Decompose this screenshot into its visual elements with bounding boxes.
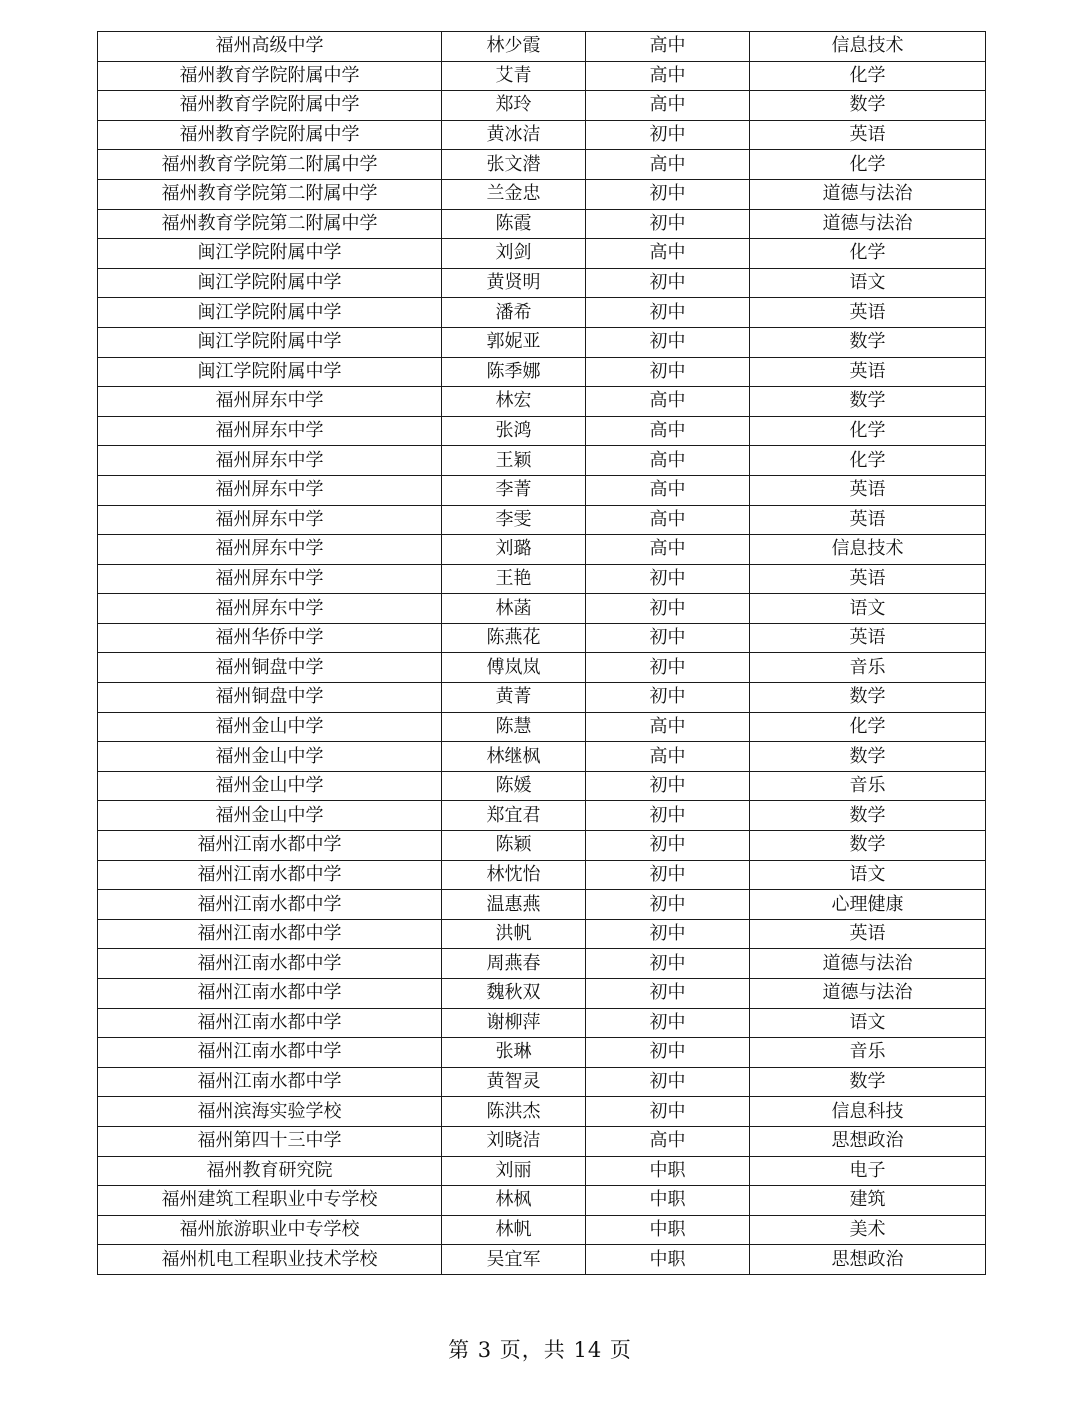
subject-cell: 电子 <box>750 1156 986 1186</box>
table-row <box>98 357 986 387</box>
school-cell: 福州建筑工程职业中专学校 <box>98 1186 442 1216</box>
school-cell: 福州铜盘中学 <box>98 683 442 713</box>
school-level-cell: 高中 <box>586 742 750 772</box>
school-level-cell: 高中 <box>586 712 750 742</box>
school-level-cell: 初中 <box>586 1067 750 1097</box>
school-level-cell: 初中 <box>586 801 750 831</box>
teacher-name-cell: 陈颖 <box>442 831 586 861</box>
teacher-name-cell: 黄贤明 <box>442 268 586 298</box>
school-level-cell: 初中 <box>586 120 750 150</box>
school-level-cell: 初中 <box>586 594 750 624</box>
school-cell: 福州江南水都中学 <box>98 1038 442 1068</box>
school-level-cell: 初中 <box>586 623 750 653</box>
subject-cell: 英语 <box>750 120 986 150</box>
school-level-cell: 初中 <box>586 268 750 298</box>
table-row <box>98 742 986 772</box>
school-level-cell: 初中 <box>586 890 750 920</box>
school-cell: 福州教育学院第二附属中学 <box>98 179 442 209</box>
subject-cell: 道德与法治 <box>750 179 986 209</box>
school-cell: 福州教育学院附属中学 <box>98 61 442 91</box>
table-row <box>98 416 986 446</box>
school-cell: 福州屏东中学 <box>98 594 442 624</box>
school-cell: 福州高级中学 <box>98 32 442 62</box>
school-cell: 福州教育学院附属中学 <box>98 120 442 150</box>
table-row <box>98 1215 986 1245</box>
school-cell: 福州江南水都中学 <box>98 919 442 949</box>
school-cell: 闽江学院附属中学 <box>98 298 442 328</box>
school-cell: 福州江南水都中学 <box>98 979 442 1009</box>
teacher-name-cell: 张鸿 <box>442 416 586 446</box>
teacher-name-cell: 潘希 <box>442 298 586 328</box>
school-cell: 福州屏东中学 <box>98 387 442 417</box>
table-row <box>98 1245 986 1275</box>
school-cell: 福州滨海实验学校 <box>98 1097 442 1127</box>
subject-cell: 英语 <box>750 564 986 594</box>
teacher-name-cell: 张文潜 <box>442 150 586 180</box>
teacher-name-cell: 陈季娜 <box>442 357 586 387</box>
subject-cell: 数学 <box>750 1067 986 1097</box>
table-row <box>98 120 986 150</box>
teacher-name-cell: 温惠燕 <box>442 890 586 920</box>
school-level-cell: 初中 <box>586 298 750 328</box>
table-row <box>98 475 986 505</box>
teacher-name-cell: 刘晓洁 <box>442 1126 586 1156</box>
table-row <box>98 535 986 565</box>
teacher-name-cell: 魏秋双 <box>442 979 586 1009</box>
school-level-cell: 初中 <box>586 949 750 979</box>
subject-cell: 化学 <box>750 416 986 446</box>
subject-cell: 数学 <box>750 327 986 357</box>
school-cell: 福州华侨中学 <box>98 623 442 653</box>
teacher-name-cell: 黄冰洁 <box>442 120 586 150</box>
school-level-cell: 初中 <box>586 683 750 713</box>
school-cell: 福州江南水都中学 <box>98 890 442 920</box>
school-level-cell: 高中 <box>586 32 750 62</box>
school-level-cell: 中职 <box>586 1186 750 1216</box>
roster-sheet <box>97 31 985 1275</box>
table-row <box>98 150 986 180</box>
school-cell: 福州教育学院第二附属中学 <box>98 150 442 180</box>
school-cell: 福州机电工程职业技术学校 <box>98 1245 442 1275</box>
teacher-name-cell: 郭妮亚 <box>442 327 586 357</box>
subject-cell: 音乐 <box>750 653 986 683</box>
school-cell: 福州屏东中学 <box>98 535 442 565</box>
subject-cell: 建筑 <box>750 1186 986 1216</box>
school-cell: 福州江南水都中学 <box>98 1008 442 1038</box>
school-level-cell: 高中 <box>586 387 750 417</box>
roster-table-body <box>98 32 986 1275</box>
subject-cell: 语文 <box>750 860 986 890</box>
table-row <box>98 1156 986 1186</box>
table-row <box>98 919 986 949</box>
subject-cell: 化学 <box>750 446 986 476</box>
school-cell: 福州江南水都中学 <box>98 860 442 890</box>
table-row <box>98 623 986 653</box>
table-row <box>98 446 986 476</box>
subject-cell: 道德与法治 <box>750 979 986 1009</box>
teacher-roster-table <box>97 31 986 1275</box>
table-row <box>98 268 986 298</box>
school-cell: 闽江学院附属中学 <box>98 239 442 269</box>
table-row <box>98 801 986 831</box>
teacher-name-cell: 王艳 <box>442 564 586 594</box>
school-level-cell: 中职 <box>586 1245 750 1275</box>
school-cell: 福州江南水都中学 <box>98 949 442 979</box>
subject-cell: 美术 <box>750 1215 986 1245</box>
teacher-name-cell: 傅岚岚 <box>442 653 586 683</box>
school-level-cell: 初中 <box>586 1038 750 1068</box>
teacher-name-cell: 刘璐 <box>442 535 586 565</box>
teacher-name-cell: 李菁 <box>442 475 586 505</box>
school-cell: 福州教育学院附属中学 <box>98 91 442 121</box>
table-row <box>98 179 986 209</box>
school-level-cell: 高中 <box>586 475 750 505</box>
school-level-cell: 初中 <box>586 831 750 861</box>
table-row <box>98 594 986 624</box>
school-level-cell: 初中 <box>586 653 750 683</box>
school-cell: 福州屏东中学 <box>98 446 442 476</box>
subject-cell: 信息技术 <box>750 32 986 62</box>
table-row <box>98 1008 986 1038</box>
teacher-name-cell: 兰金忠 <box>442 179 586 209</box>
table-row <box>98 712 986 742</box>
table-row <box>98 890 986 920</box>
table-row <box>98 209 986 239</box>
school-level-cell: 初中 <box>586 771 750 801</box>
school-level-cell: 初中 <box>586 564 750 594</box>
school-level-cell: 初中 <box>586 209 750 239</box>
school-level-cell: 高中 <box>586 416 750 446</box>
table-row <box>98 1126 986 1156</box>
subject-cell: 英语 <box>750 475 986 505</box>
subject-cell: 数学 <box>750 801 986 831</box>
subject-cell: 数学 <box>750 742 986 772</box>
teacher-name-cell: 林少霞 <box>442 32 586 62</box>
table-row <box>98 61 986 91</box>
table-row <box>98 564 986 594</box>
school-cell: 福州金山中学 <box>98 771 442 801</box>
table-row <box>98 1097 986 1127</box>
teacher-name-cell: 周燕春 <box>442 949 586 979</box>
school-cell: 福州金山中学 <box>98 742 442 772</box>
teacher-name-cell: 李雯 <box>442 505 586 535</box>
subject-cell: 道德与法治 <box>750 209 986 239</box>
table-row <box>98 771 986 801</box>
table-row <box>98 327 986 357</box>
school-level-cell: 初中 <box>586 1008 750 1038</box>
subject-cell: 英语 <box>750 357 986 387</box>
school-cell: 闽江学院附属中学 <box>98 357 442 387</box>
teacher-name-cell: 张琳 <box>442 1038 586 1068</box>
table-row <box>98 1038 986 1068</box>
subject-cell: 英语 <box>750 298 986 328</box>
teacher-name-cell: 艾青 <box>442 61 586 91</box>
school-cell: 福州旅游职业中专学校 <box>98 1215 442 1245</box>
school-cell: 闽江学院附属中学 <box>98 268 442 298</box>
teacher-name-cell: 林忱怡 <box>442 860 586 890</box>
table-row <box>98 505 986 535</box>
subject-cell: 信息科技 <box>750 1097 986 1127</box>
teacher-name-cell: 郑宜君 <box>442 801 586 831</box>
school-level-cell: 初中 <box>586 1097 750 1127</box>
school-level-cell: 高中 <box>586 535 750 565</box>
school-cell: 福州屏东中学 <box>98 505 442 535</box>
subject-cell: 化学 <box>750 150 986 180</box>
school-level-cell: 中职 <box>586 1215 750 1245</box>
subject-cell: 化学 <box>750 239 986 269</box>
teacher-name-cell: 林宏 <box>442 387 586 417</box>
school-cell: 福州铜盘中学 <box>98 653 442 683</box>
teacher-name-cell: 陈洪杰 <box>442 1097 586 1127</box>
subject-cell: 数学 <box>750 683 986 713</box>
subject-cell: 音乐 <box>750 771 986 801</box>
subject-cell: 心理健康 <box>750 890 986 920</box>
teacher-name-cell: 林继枫 <box>442 742 586 772</box>
subject-cell: 思想政治 <box>750 1126 986 1156</box>
teacher-name-cell: 郑玲 <box>442 91 586 121</box>
subject-cell: 思想政治 <box>750 1245 986 1275</box>
school-cell: 福州屏东中学 <box>98 416 442 446</box>
teacher-name-cell: 刘丽 <box>442 1156 586 1186</box>
school-level-cell: 高中 <box>586 239 750 269</box>
school-cell: 福州金山中学 <box>98 801 442 831</box>
teacher-name-cell: 黄菁 <box>442 683 586 713</box>
subject-cell: 语文 <box>750 1008 986 1038</box>
teacher-name-cell: 黄智灵 <box>442 1067 586 1097</box>
school-level-cell: 初中 <box>586 979 750 1009</box>
subject-cell: 英语 <box>750 919 986 949</box>
school-cell: 福州江南水都中学 <box>98 831 442 861</box>
school-cell: 福州屏东中学 <box>98 475 442 505</box>
table-row <box>98 683 986 713</box>
school-level-cell: 初中 <box>586 327 750 357</box>
subject-cell: 音乐 <box>750 1038 986 1068</box>
subject-cell: 道德与法治 <box>750 949 986 979</box>
school-cell: 福州金山中学 <box>98 712 442 742</box>
teacher-name-cell: 王颖 <box>442 446 586 476</box>
table-row <box>98 239 986 269</box>
school-level-cell: 高中 <box>586 1126 750 1156</box>
school-level-cell: 初中 <box>586 179 750 209</box>
school-cell: 福州教育研究院 <box>98 1156 442 1186</box>
school-level-cell: 高中 <box>586 150 750 180</box>
school-level-cell: 高中 <box>586 505 750 535</box>
teacher-name-cell: 谢柳萍 <box>442 1008 586 1038</box>
school-cell: 福州屏东中学 <box>98 564 442 594</box>
subject-cell: 语文 <box>750 594 986 624</box>
page-number-footer: 第 3 页，共 14 页 <box>448 1338 632 1362</box>
school-level-cell: 高中 <box>586 446 750 476</box>
subject-cell: 数学 <box>750 387 986 417</box>
subject-cell: 数学 <box>750 831 986 861</box>
school-level-cell: 高中 <box>586 61 750 91</box>
school-cell: 福州第四十三中学 <box>98 1126 442 1156</box>
subject-cell: 英语 <box>750 623 986 653</box>
teacher-name-cell: 吴宜军 <box>442 1245 586 1275</box>
table-row <box>98 91 986 121</box>
subject-cell: 语文 <box>750 268 986 298</box>
school-level-cell: 初中 <box>586 919 750 949</box>
school-level-cell: 初中 <box>586 860 750 890</box>
teacher-name-cell: 林菡 <box>442 594 586 624</box>
subject-cell: 数学 <box>750 91 986 121</box>
school-level-cell: 中职 <box>586 1156 750 1186</box>
teacher-name-cell: 陈媛 <box>442 771 586 801</box>
school-cell: 福州江南水都中学 <box>98 1067 442 1097</box>
subject-cell: 英语 <box>750 505 986 535</box>
school-cell: 闽江学院附属中学 <box>98 327 442 357</box>
subject-cell: 信息技术 <box>750 535 986 565</box>
table-row <box>98 831 986 861</box>
table-row <box>98 298 986 328</box>
school-level-cell: 高中 <box>586 91 750 121</box>
teacher-name-cell: 陈慧 <box>442 712 586 742</box>
table-row <box>98 949 986 979</box>
subject-cell: 化学 <box>750 61 986 91</box>
table-row <box>98 32 986 62</box>
teacher-name-cell: 陈霞 <box>442 209 586 239</box>
teacher-name-cell: 陈燕花 <box>442 623 586 653</box>
teacher-name-cell: 林帆 <box>442 1215 586 1245</box>
table-row <box>98 1067 986 1097</box>
table-row <box>98 653 986 683</box>
table-row <box>98 860 986 890</box>
teacher-name-cell: 洪帆 <box>442 919 586 949</box>
school-level-cell: 初中 <box>586 357 750 387</box>
subject-cell: 化学 <box>750 712 986 742</box>
table-row <box>98 979 986 1009</box>
table-row <box>98 387 986 417</box>
table-row <box>98 1186 986 1216</box>
school-cell: 福州教育学院第二附属中学 <box>98 209 442 239</box>
teacher-name-cell: 林枫 <box>442 1186 586 1216</box>
teacher-name-cell: 刘剑 <box>442 239 586 269</box>
